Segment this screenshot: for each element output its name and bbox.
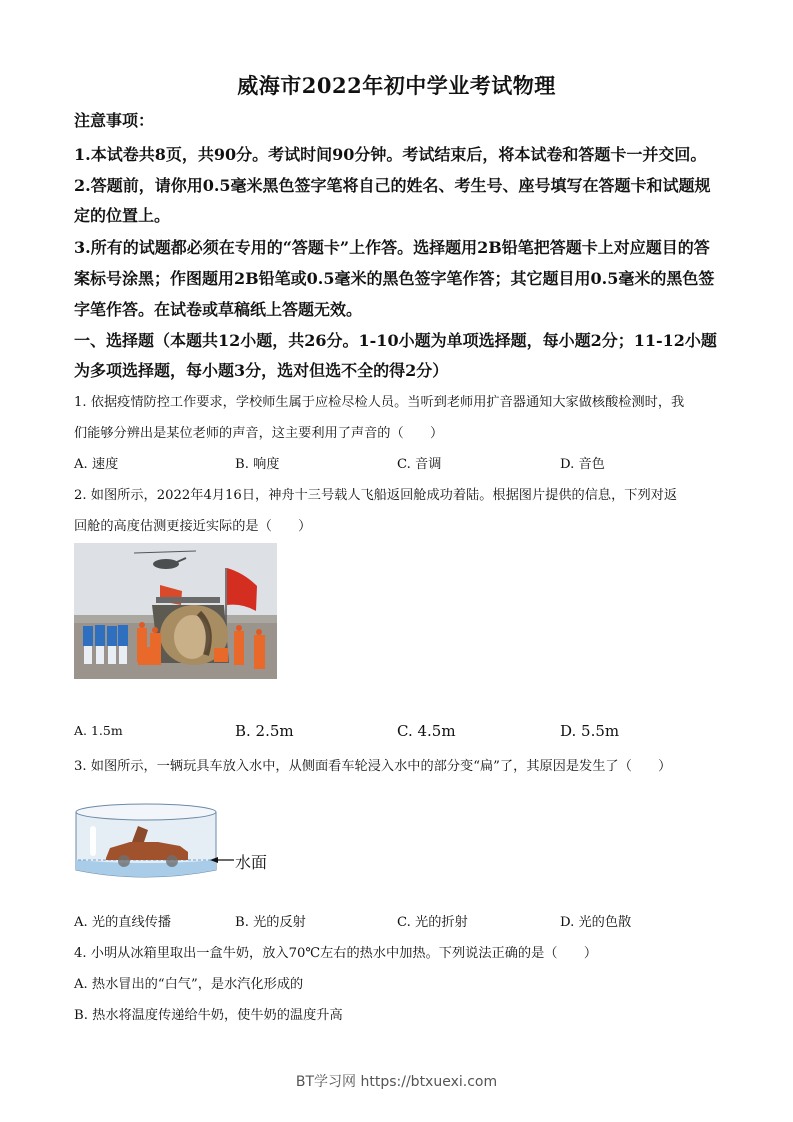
notice-line: 定的位置上。 [74, 206, 171, 225]
question-2-option-d: D. 5.5m [560, 722, 620, 740]
question-4-option-a: A. 热水冒出的“白气”，是水汽化形成的 [74, 977, 304, 992]
watermark-footer: BT学习网 https://btxuexi.com [295, 1074, 498, 1090]
notice-line: 3.所有的试题都必须在专用的“答题卡”上作答。选择题用2B铅笔把答题卡上对应题目的答 [74, 238, 710, 257]
notice-line: 字笔作答。在试卷或草稿纸上答题无效。 [74, 300, 363, 319]
return-capsule-photo [74, 543, 277, 679]
section-heading: 为多项选择题，每小题3分，选对但选不全的得2分） [74, 361, 449, 380]
question-1-option-c: C. 音调 [397, 457, 442, 472]
question-3-option-a: A. 光的直线传播 [74, 915, 172, 930]
page-title: 威海市2022年初中学业考试物理 [237, 73, 556, 98]
question-2-option-a: A. 1.5m [74, 723, 123, 738]
question-4-text: 4. 小明从冰箱里取出一盒牛奶，放入70℃左右的热水中加热。下列说法正确的是（ ） [74, 946, 598, 961]
question-1-text: 们能够分辨出是某位老师的声音，这主要利用了声音的（ ） [74, 426, 444, 441]
question-1-text: 1. 依据疫情防控工作要求，学校师生属于应检尽检人员。当听到老师用扩音器通知大家做核酸检测时，我 [74, 395, 685, 410]
question-2-option-b: B. 2.5m [235, 722, 294, 740]
notice-line: 案标号涂黑；作图题用2B铅笔或0.5毫米的黑色签字笔作答；其它题目用0.5毫米的黑色签 [74, 269, 715, 288]
water-tank-figure [72, 800, 272, 882]
notice-line: 2.答题前，请你用0.5毫米黑色签字笔将自己的姓名、考生号、座号填写在答题卡和试题规 [74, 176, 711, 195]
question-2-text: 回舱的高度估测更接近实际的是（ ） [74, 519, 312, 534]
capsule-landing-image [74, 543, 277, 679]
question-1-option-b: B. 响度 [235, 457, 280, 472]
notice-heading: 注意事项： [74, 111, 155, 130]
question-3-text: 3. 如图所示，一辆玩具车放入水中，从侧面看车轮浸入水中的部分变“扁”了，其原因是发生了（ ） [74, 759, 672, 774]
question-2-option-c: C. 4.5m [397, 722, 456, 740]
question-2-text: 2. 如图所示，2022年4月16日，神舟十三号载人飞船返回舱成功着陆。根据图片提供的信息，下列对返 [74, 488, 678, 503]
water-surface-label: 水面 [235, 853, 268, 872]
question-3-option-c: C. 光的折射 [397, 915, 468, 930]
question-1-option-d: D. 音色 [560, 457, 605, 472]
question-4-option-b: B. 热水将温度传递给牛奶，使牛奶的温度升高 [74, 1008, 343, 1023]
question-1-option-a: A. 速度 [74, 457, 119, 472]
section-heading: 一、选择题（本题共12小题，共26分。1-10小题为单项选择题，每小题2分；11-12小题 [74, 331, 717, 350]
question-3-option-b: B. 光的反射 [235, 915, 306, 930]
notice-line: 1.本试卷共8页，共90分。考试时间90分钟。考试结束后，将本试卷和答题卡一并交回。 [74, 145, 707, 164]
question-3-option-d: D. 光的色散 [560, 915, 632, 930]
